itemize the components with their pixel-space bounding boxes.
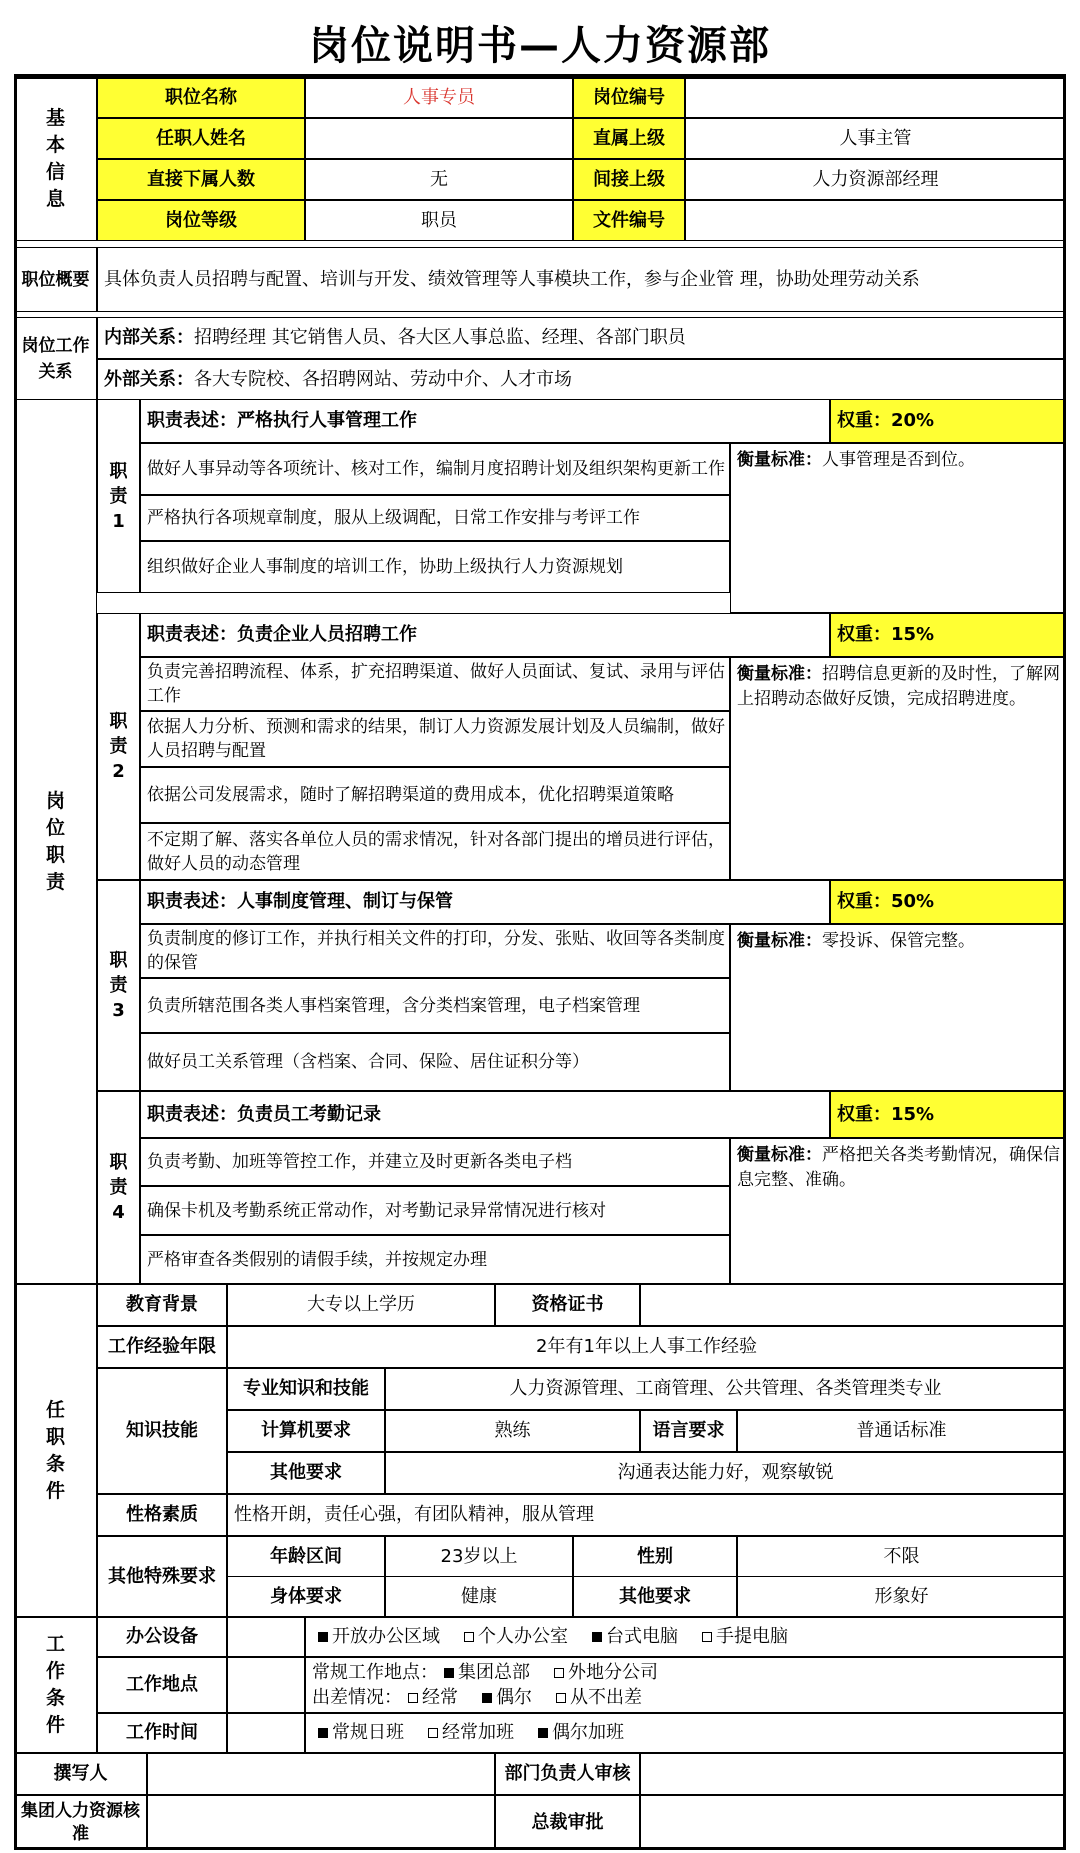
page-title: 岗位说明书—人力资源部 — [309, 23, 771, 69]
body-label: 身体要求 — [227, 1576, 385, 1617]
lang-value[interactable]: 普通话标准 — [737, 1410, 1066, 1452]
duty-1-task-2: 严格执行各项规章制度，服从上级调配，日常工作安排与考评工作 — [140, 495, 730, 541]
time-option-3[interactable] — [532, 1720, 624, 1746]
duty-4-weight: 权重：15% — [830, 1091, 1066, 1138]
doc-no-value[interactable] — [685, 200, 1066, 241]
unchecked-box-icon[interactable] — [554, 1668, 564, 1678]
duty-3-weight: 权重：50% — [830, 880, 1066, 924]
equip-option-label: 个人办公室 — [478, 1626, 568, 1647]
equip-spacer — [227, 1617, 305, 1657]
body-value[interactable]: 健康 — [385, 1576, 573, 1617]
personality-label: 性格素质 — [97, 1494, 227, 1536]
computer-value[interactable]: 熟练 — [385, 1410, 640, 1452]
unchecked-box-icon[interactable] — [556, 1693, 566, 1703]
trip-option-2[interactable] — [476, 1687, 532, 1708]
superior-label: 直属上级 — [573, 118, 685, 159]
unchecked-box-icon[interactable] — [428, 1728, 438, 1738]
duty-3-standard: 衡量标准：零投诉、保管完整。 — [730, 924, 1066, 1091]
time-label: 工作时间 — [97, 1713, 227, 1753]
grade-label: 岗位等级 — [97, 200, 305, 241]
section-basic-label: 基 本 信 息 — [14, 77, 97, 241]
equip-option-4[interactable] — [696, 1624, 788, 1650]
time-spacer — [227, 1713, 305, 1753]
time-option-label: 偶尔加班 — [552, 1722, 624, 1743]
duty-3-task-2: 负责所辖范围各类人事档案管理，含分类档案管理，电子档案管理 — [140, 978, 730, 1033]
other2-label: 其他要求 — [573, 1576, 737, 1617]
place-option-label: 外地分公司 — [568, 1662, 658, 1683]
equip-option-label: 手提电脑 — [716, 1626, 788, 1647]
other2-value[interactable]: 形象好 — [737, 1576, 1066, 1617]
duty-1-standard: 衡量标准：人事管理是否到位。 — [730, 443, 1066, 613]
pos-name-value[interactable]: 人事专员 — [305, 77, 573, 118]
checked-box-icon[interactable] — [482, 1693, 492, 1703]
duty-2-label: 职 责 2 — [97, 613, 140, 880]
checked-box-icon[interactable] — [318, 1632, 328, 1642]
indirect-value[interactable]: 人力资源部经理 — [685, 159, 1066, 200]
dept-review-label: 部门负责人审核 — [495, 1753, 640, 1795]
other-req-value[interactable]: 沟通表达能力好，观察敏锐 — [385, 1452, 1066, 1494]
equip-option-2[interactable] — [458, 1624, 568, 1650]
ceo-approve-value[interactable] — [640, 1795, 1066, 1850]
computer-label: 计算机要求 — [227, 1410, 385, 1452]
time-option-label: 经常加班 — [442, 1722, 514, 1743]
place-option-label: 集团总部 — [458, 1662, 530, 1683]
major-label: 专业知识和技能 — [227, 1368, 385, 1410]
duty-4-task-2: 确保卡机及考勤系统正常动作，对考勤记录异常情况进行核对 — [140, 1186, 730, 1235]
duty-2-task-4: 不定期了解、落实各单位人员的需求情况，针对各部门提出的增员进行评估，做好人员的动态管理 — [140, 823, 730, 880]
subs-label: 直接下属人数 — [97, 159, 305, 200]
duty-2-task-1: 负责完善招聘流程、体系，扩充招聘渠道、做好人员面试、复试、录用与评估工作 — [140, 657, 730, 711]
place-option-1[interactable] — [438, 1662, 530, 1683]
time-option-2[interactable] — [422, 1720, 514, 1746]
equip-options — [305, 1617, 1066, 1657]
equip-option-1[interactable] — [312, 1624, 440, 1650]
edu-value[interactable]: 大专以上学历 — [227, 1284, 495, 1326]
cert-label: 资格证书 — [495, 1284, 640, 1326]
superior-value[interactable]: 人事主管 — [685, 118, 1066, 159]
dept-review-value[interactable] — [640, 1753, 1066, 1795]
duty-3-label: 职 责 3 — [97, 880, 140, 1091]
writer-label: 撰写人 — [14, 1753, 147, 1795]
age-value[interactable]: 23岁以上 — [385, 1536, 573, 1577]
unchecked-box-icon[interactable] — [464, 1632, 474, 1642]
duty-2-weight: 权重：15% — [830, 613, 1066, 657]
holder-value[interactable] — [305, 118, 573, 159]
exp-label: 工作经验年限 — [97, 1326, 227, 1368]
duty-1-task-3: 组织做好企业人事制度的培训工作，协助上级执行人力资源规划 — [140, 541, 730, 593]
duty-4-task-3: 严格审查各类假别的请假手续，并按规定办理 — [140, 1235, 730, 1284]
duty-2-task-3: 依据公司发展需求，随时了解招聘渠道的费用成本，优化招聘渠道策略 — [140, 767, 730, 823]
equip-label: 办公设备 — [97, 1617, 227, 1657]
duty-4-standard: 衡量标准：严格把关各类考勤情况，确保信息完整、准确。 — [730, 1138, 1066, 1284]
relations-label: 岗位工作 关系 — [14, 317, 97, 401]
pos-name-label: 职位名称 — [97, 77, 305, 118]
internal-relations: 内部关系： 招聘经理 其它销售人员、各大区人事总监、经理、各部门职员 — [97, 317, 1066, 359]
section-conditions-label: 工 作 条 件 — [14, 1617, 97, 1753]
section-qualifications-label: 任 职 条 件 — [14, 1284, 97, 1617]
duty-3-task-3: 做好员工关系管理（含档案、合同、保险、居住证积分等） — [140, 1033, 730, 1091]
grade-value[interactable]: 职员 — [305, 200, 573, 241]
hr-approve-value[interactable] — [147, 1795, 495, 1850]
equip-option-label: 开放办公区域 — [332, 1626, 440, 1647]
duty-3-task-1: 负责制度的修订工作，并执行相关文件的打印，分发、张贴、收回等各类制度的保管 — [140, 924, 730, 978]
pos-no-value[interactable] — [685, 77, 1066, 118]
checked-box-icon[interactable] — [444, 1668, 454, 1678]
checked-box-icon[interactable] — [592, 1632, 602, 1642]
duty-2-header: 职责表述：负责企业人员招聘工作 — [140, 613, 830, 657]
duty-2-standard: 衡量标准：招聘信息更新的及时性，了解网上招聘动态做好反馈，完成招聘进度。 — [730, 657, 1066, 880]
lang-label: 语言要求 — [640, 1410, 737, 1452]
gender-value[interactable]: 不限 — [737, 1536, 1066, 1577]
checked-box-icon[interactable] — [318, 1728, 328, 1738]
trip-option-label: 从不出差 — [570, 1687, 642, 1708]
equip-option-label: 台式电脑 — [606, 1626, 678, 1647]
ceo-approve-label: 总裁审批 — [495, 1795, 640, 1850]
checked-box-icon[interactable] — [538, 1728, 548, 1738]
duty-1-header: 职责表述：严格执行人事管理工作 — [140, 399, 830, 443]
trip-option-1[interactable] — [402, 1687, 458, 1708]
duty-4-task-1: 负责考勤、加班等管控工作，并建立及时更新各类电子档 — [140, 1138, 730, 1186]
cert-value[interactable] — [640, 1284, 1066, 1326]
duty-3-header: 职责表述：人事制度管理、制订与保管 — [140, 880, 830, 924]
indirect-label: 间接上级 — [573, 159, 685, 200]
skills-label: 知识技能 — [97, 1368, 227, 1494]
pos-no-label: 岗位编号 — [573, 77, 685, 118]
subs-value[interactable]: 无 — [305, 159, 573, 200]
hr-approve-label: 集团人力资源核准 — [14, 1795, 147, 1850]
trip-option-3[interactable] — [550, 1687, 642, 1708]
section-duties-label: 岗 位 职 责 — [14, 399, 97, 1284]
edu-label: 教育背景 — [97, 1284, 227, 1326]
external-relations: 外部关系： 各大专院校、各招聘网站、劳动中介、人才市场 — [97, 359, 1066, 401]
other-req-label: 其他要求 — [227, 1452, 385, 1494]
duty-1-task-1: 做好人事异动等各项统计、核对工作，编制月度招聘计划及组织架构更新工作 — [140, 443, 730, 495]
holder-label: 任职人姓名 — [97, 118, 305, 159]
major-value[interactable]: 人力资源管理、工商管理、公共管理、各类管理类专业 — [385, 1368, 1066, 1410]
trip-option-label: 经常 — [422, 1687, 458, 1708]
place-option-2[interactable] — [548, 1662, 658, 1683]
duty-4-label: 职 责 4 — [97, 1091, 140, 1284]
duty-4-header: 职责表述：负责员工考勤记录 — [140, 1091, 830, 1138]
special-label: 其他特殊要求 — [97, 1536, 227, 1617]
duty-1-weight: 权重：20% — [830, 399, 1066, 443]
doc-no-label: 文件编号 — [573, 200, 685, 241]
summary-label: 职位概要 — [14, 247, 97, 312]
personality-value[interactable]: 性格开朗，责任心强，有团队精神，服从管理 — [227, 1494, 1066, 1536]
time-option-label: 常规日班 — [332, 1722, 404, 1743]
unchecked-box-icon[interactable] — [408, 1693, 418, 1703]
duty-1-label: 职 责 1 — [97, 399, 140, 593]
exp-value[interactable]: 2年有1年以上人事工作经验 — [227, 1326, 1066, 1368]
age-label: 年龄区间 — [227, 1536, 385, 1577]
trip-option-label: 偶尔 — [496, 1687, 532, 1708]
equip-option-3[interactable] — [586, 1624, 678, 1650]
time-option-1[interactable] — [312, 1720, 404, 1746]
summary-text: 具体负责人员招聘与配置、培训与开发、绩效管理等人事模块工作，参与企业管 理，协助处理劳动关系 — [97, 247, 1066, 312]
place-options: 常规工作地点： 集团总部 外地分公司 出差情况： 经常 偶尔 从不出差 — [305, 1657, 1066, 1713]
time-options — [305, 1713, 1066, 1753]
place-spacer — [227, 1657, 305, 1713]
duty-2-task-2: 依据人力分析、预测和需求的结果，制订人力资源发展计划及人员编制，做好人员招聘与配置 — [140, 711, 730, 767]
writer-value[interactable] — [147, 1753, 495, 1795]
gender-label: 性别 — [573, 1536, 737, 1577]
unchecked-box-icon[interactable] — [702, 1632, 712, 1642]
place-label: 工作地点 — [97, 1657, 227, 1713]
